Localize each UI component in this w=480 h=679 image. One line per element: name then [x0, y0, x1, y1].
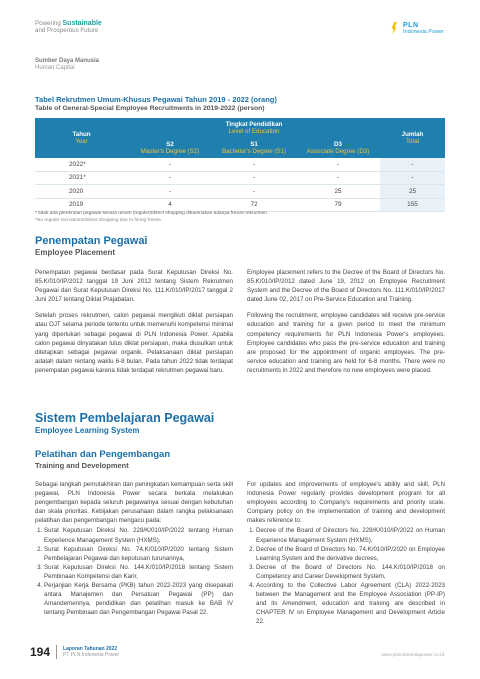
logo-brand: PLN — [403, 22, 419, 29]
lightning-bolt-icon — [389, 22, 399, 34]
placement-subheading: Employee Placement — [35, 248, 116, 257]
footer-divider — [56, 645, 57, 659]
list-item: 2. Surat Keputusan Direksi No. 74.K/010/IP/2020 tentang Sistem Pembelajaran Pegawai dan keputusan turunannya, — [44, 545, 233, 563]
table-row: 2022* - - - - — [35, 158, 445, 171]
education-group-header: Tingkat Pendidikan Level of Education — [128, 118, 380, 138]
list-item: 2. Decree of the Board of Directors No. 74.K/010/IP/2020 on Employee Learning System and the derivative decrees, — [256, 545, 445, 563]
table-title-id: Tabel Rekrutmen Umum-Khusus Pegawai Tahun 2019 - 2022 (orang) — [35, 95, 277, 104]
training-subheading: Training and Development — [35, 461, 129, 470]
table-row: 2020 - - 25 25 — [35, 185, 445, 199]
placement-text-id: Penempatan pegawai berdasar pada Surat Keputusan Direksi No. 85.K/010/IP/2012 tanggal 19 Juni 2012 tentang Sistem Rekrutmen Pegawai dan Surat Keputusan Direksi No. 111.K/010/IP/2017 tanggal 2 Juni 2017 tentang Diklat Prajabatan. Setelah proses rekrutmen, calon pegawai mengikuti diklat persiapan atau OJT selama periode tertentu untuk memenuhi kompetensi minimal yang diperlukan sebagai pegawai di PLN Indonesia Power. Apabila calon pegawai dinyatakan lulus diklat persiapan, maka diusulkan untuk ditetapkan sebagai pegawai organik. Pelaksanaan diklat persiapan adalah dalam rentang waktu 6-8 bulan. Pada tahun 2022 tidak terdapat penempatan pegawai karena tidak terdapat rekrutmen pegawai baru. — [35, 269, 233, 374]
col-total-header: Jumlah Total — [380, 118, 445, 158]
section-label-en: Human Capital — [35, 65, 75, 71]
training-heading: Pelatihan dan Pengembangan — [35, 449, 171, 460]
table-title — [35, 95, 277, 113]
list-item: 3. Surat Keputusan Direksi No. 144.K/010/IP/2018 tentang Sistem Pembinaan Kompetensi dan Karir, — [44, 563, 233, 581]
list-item: 1. Surat Keputusan Direksi No. 228/K/010/IP/2022 tentang Human Experience Management System (HXMS), — [44, 526, 233, 544]
table-footnote-id: * tidak ada perekrutan pegawai secara umum (reguler)/direct shopping dikarenakan adanya freeze rekrutmen — [35, 211, 267, 216]
placement-heading: Penempatan Pegawai — [35, 235, 148, 247]
table-footnote-en: *No regular recruitment/direct shopping due to hiring freeze. — [35, 217, 163, 223]
learning-subheading: Employee Learning System — [35, 426, 140, 435]
tagline-line2: and Prosperous Future — [35, 27, 99, 34]
training-list-id — [35, 526, 233, 617]
page-footer — [30, 645, 119, 659]
col-year-header: Tahun Year — [35, 118, 128, 158]
list-item: 4. According to the Collective Labor Agreement (CLA) 2022-2023 between the Management and the Employee Association (PP-IP) and its Amendment, education and training are described in CHAPTER IV on Employee Management and Development Article 22. — [256, 581, 445, 626]
footer-company: PT PLN Indonesia Power — [63, 652, 120, 658]
footer-report-title: Laporan Tahunan 2022 — [63, 645, 118, 652]
table-row: 2019 4 72 79 155 — [35, 198, 445, 212]
placement-text-en: Employee placement refers to the Decree of the Board of Directors No. 85.K/010/IP/2012 dated June 19, 2012 on Employee Recruitment System and the Decree of the Board of Directors No. 111.K/010/IP/2017 dated June 02, 2017 on Pre-Service Education and Training. Following the recruitment, employee candidates will receive pre-service education and training for a given period to meet the minimum competency requirements for PLN Indonesia Power's employees. Employee candidates who pass the pre-service education and training are proposed for the appointment of organic employees. The pre-service education and training are held for 6-8 months. There were no recruitments in 2022 and therefore no new employees were placed. — [247, 269, 445, 374]
section-label-id: Sumber Daya Manusia — [35, 58, 100, 64]
list-item: 3. Decree of the Board of Directors No. 144.K/010/IP/2018 on Competency and Career Development System, — [256, 563, 445, 581]
header-tagline — [35, 20, 102, 34]
training-text-en: For updates and improvements of employee's ability and skill, PLN Indonesia Power regularly provides development program for all employees according to Company's requirements and priority scale. Company policy on the implementation of training and development makes reference to: 1. Decree of the Board of Directors No. 228/K/010/IP/2022 on Human Experience Management System (HXMS), 2. Decree of the Board of Directors No. 74.K/010/IP/2020 on Employee Learning System and the derivative decrees, 3. Decree of the Board of Directors No. 144.K/010/IP/2018 on Competency and Career Development System, 4. According to the Collective Labor Agreement (CLA) 2022-2023 between the Management and the Employee Association (PP-IP) and its Amendment, education and training are described in CHAPTER IV on Employee Management and Development Article 22. — [247, 480, 445, 627]
footer-url: www.plnindonesiapower.co.id — [381, 653, 444, 658]
tagline-prefix: Powering — [35, 20, 63, 27]
table-footnote — [35, 211, 267, 224]
col-d3-header: D3 Associate Degree (D3) — [296, 138, 380, 158]
pln-logo — [389, 22, 444, 36]
table-row: 2021* - - - - — [35, 171, 445, 185]
list-item: 1. Decree of the Board of Directors No. 228/K/010/IP/2022 on Human Experience Management System (HXMS), — [256, 526, 445, 544]
learning-heading: Sistem Pembelajaran Pegawai — [35, 411, 215, 425]
page-number: 194 — [30, 645, 51, 659]
col-s1-header: S1 Bachelor's Degree (S1) — [212, 138, 296, 158]
training-list-en — [247, 526, 445, 626]
tagline-strong: Sustainable — [62, 20, 102, 27]
recruitment-table — [35, 118, 445, 212]
logo-subtitle: Indonesia Power — [403, 29, 444, 35]
section-label — [35, 58, 99, 72]
training-text-id: Sebagai langkah pemutakhiran dan peningkatan kemampuan serta skill pegawai, PLN Indonesia Power secara berkala melakukan pengembangan kepada seluruh pegawainya sesuai dengan kebutuhan dan skala prioritas. Kebijakan perusahaan dalam rangka pelaksanaan pelatihan dan pengembangan mengacu pada: 1. Surat Keputusan Direksi No. 228/K/010/IP/2022 tentang Human Experience Management System (HXMS), 2. Surat Keputusan Direksi No. 74.K/010/IP/2020 tentang Sistem Pembelajaran Pegawai dan keputusan turunannya, 3. Surat Keputusan Direksi No. 144.K/010/IP/2018 tentang Sistem Pembinaan Kompetensi dan Karir, 4. Perjanjian Kerja Bersama (PKB) tahun 2022-2023 yang disepakati antara Manajemen dan Persatuan Pegawai (PP) dan Amandemennya, pendidikan dan pelatihan masuk ke BAB IV tentang Pembinaan dan Pengembangan Pegawai Pasal 22. — [35, 480, 233, 617]
list-item: 4. Perjanjian Kerja Bersama (PKB) tahun 2022-2023 yang disepakati antara Manajemen dan Persatuan Pegawai (PP) dan Amandemennya, pendidikan dan pelatihan masuk ke BAB IV tentang Pembinaan dan Pengembangan Pegawai Pasal 22. — [44, 581, 233, 617]
col-s2-header: S2 Master's Degree (S2) — [128, 138, 212, 158]
table-title-en: Table of General-Special Employee Recruitments in 2019-2022 (person) — [35, 105, 265, 112]
